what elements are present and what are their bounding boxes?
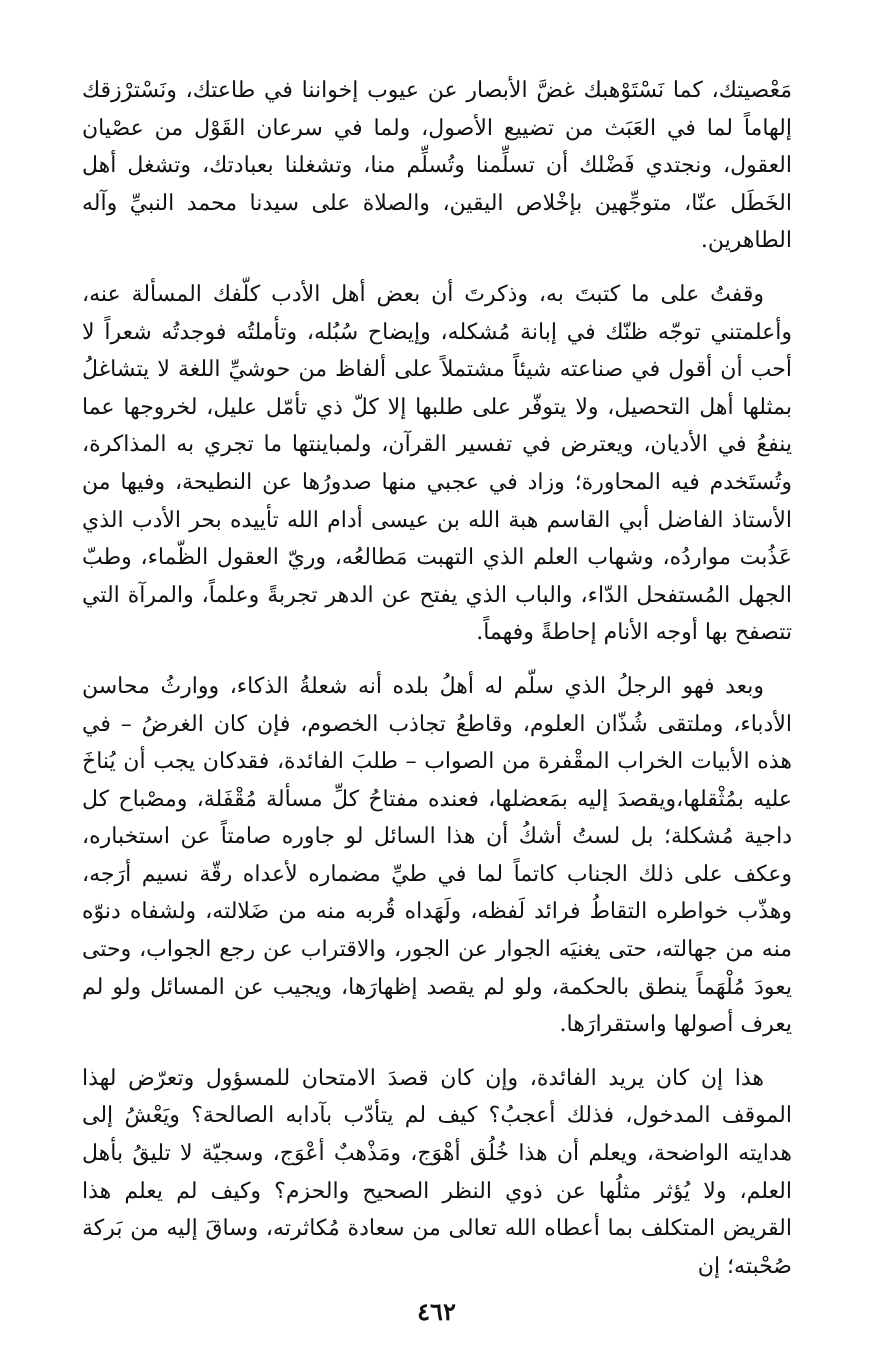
paragraph-1: مَعْصيتك، كما نَسْتَوْهبك غضَّ الأبصار عن عيوب إخواننا في طاعتك، ونَسْترْزقك إلهاماً لما في العَبَث من تضييع الأصول، ولما في سرعان القَوْل من عصْيان العقول، ونجتدي فَضْلك أن تسلِّمنا وتُسلِّم منا، وتشغلنا بعبادتك، وتشغل أهل الخَطَل عنّا، متوجِّهين بإخْلاص اليقين، والصلاة على سيدنا محمد النبيِّ وآله الطاهرين. <box>82 78 792 254</box>
paragraph-3: وبعد فهو الرجلُ الذي سلّم له أهلُ بلده أنه شعلةُ الذكاء، ووارثُ محاسن الأدباء، وملتقى شُذّان العلوم، وقاطعُ تجاذب الخصوم، فإن كان الغرضُ – في هذه الأبيات الخراب المقْفرة من الصواب – طلبَ الفائدة، فقدكان يجب أن يُناخَ عليه بمُثْقلها،ويقصدَ إليه بمَعضلها، فعنده مفتاحُ كلِّ مسألة مُقْفَلة، ومصْباح كل داجية مُشكلة؛ بل لستُ أشكُ أن هذا السائل لو جاوره صامتاً عن استخباره، وعكف على ذلك الجناب كاتماً لما في طيِّ مضماره لأعداه رقّة نسيم أرَجه، وهذّب خواطره التقاطُ فرائد لَفظه، ولَهَداه قُربه منه من ضَلالته، ولشفاه دنوّه منه من جهالته، حتى يغنيَه الجوار عن الجور، والاقتراب عن رجع الجواب، وحتى يعودَ مُلْهَماً ينطق بالحكمة، ولو لم يقصد إظهارَها، ويجيب عن المسائل ولو لم يعرف أصولها واستقرارَها. <box>82 673 792 1038</box>
page-number: ٤٦٢ <box>417 1297 456 1326</box>
paragraph-2: وقفتُ على ما كتبتَ به، وذكرتَ أن بعض أهل الأدب كلّفك المسألة عنه، وأعلمتني توجّه ظنّك في إبانة مُشكله، وإيضاح سُبُله، وتأملتُه فوجدتُه شعراً لا أحب أن أقول في صناعته شيئاً مشتملاً على ألفاظ من حوشيِّ اللغة لا يتشاغلُ بمثلها أهل التحصيل، ولا يتوفّر على طلبها إلا كلّ ذي تأمّل عليل، لخروجها عما ينفعُ في الأديان، ويعترض في تفسير القرآن، ولمباينتها ما تجري به المذاكرة، وتُستَخدم فيه المحاورة؛ وزاد في عجبي منها صدورُها عن النطيحة، وفيها من الأستاذ الفاضل أبي القاسم هبة الله بن عيسى أدام الله تأييده بحر الأدب الذي عَذُبت مواردُه، وشهاب العلم الذي التهبت مَطالعُه، وريّ العقول الظّماء، وطبّ الجهل المُستفحل الدّاء، والباب الذي يفتح عن الدهر تجربةً وعلماً، والمرآة التي تتصفح بها أوجه الأنام إحاطةً وفهماً. <box>82 281 792 646</box>
paragraph-4: هذا إن كان يريد الفائدة، وإن كان قصدَ الامتحان للمسؤول وتعرّض لهذا الموقف المدخول، فذلك أعجبُ؟ كيف لم يتأدّب بآدابه الصالحة؟ ويَعْشُ إلى هدايته الواضحة، ويعلم أن هذا خُلُق أهْوَج، ومَذْهبٌ أعْوَج، وسجيّة لا تليقُ بأهل العلم، ولا يُؤثر مثلُها عن ذوي النظر الصحيح والحزم؟ وكيف لم يعلم هذا القريض المتكلف بما أعطاه الله تعالى من سعادة مُكاثرته، وساقَ إليه من بَركة صُحْبته؛ إن <box>82 1065 792 1279</box>
document-page <box>82 72 792 1301</box>
